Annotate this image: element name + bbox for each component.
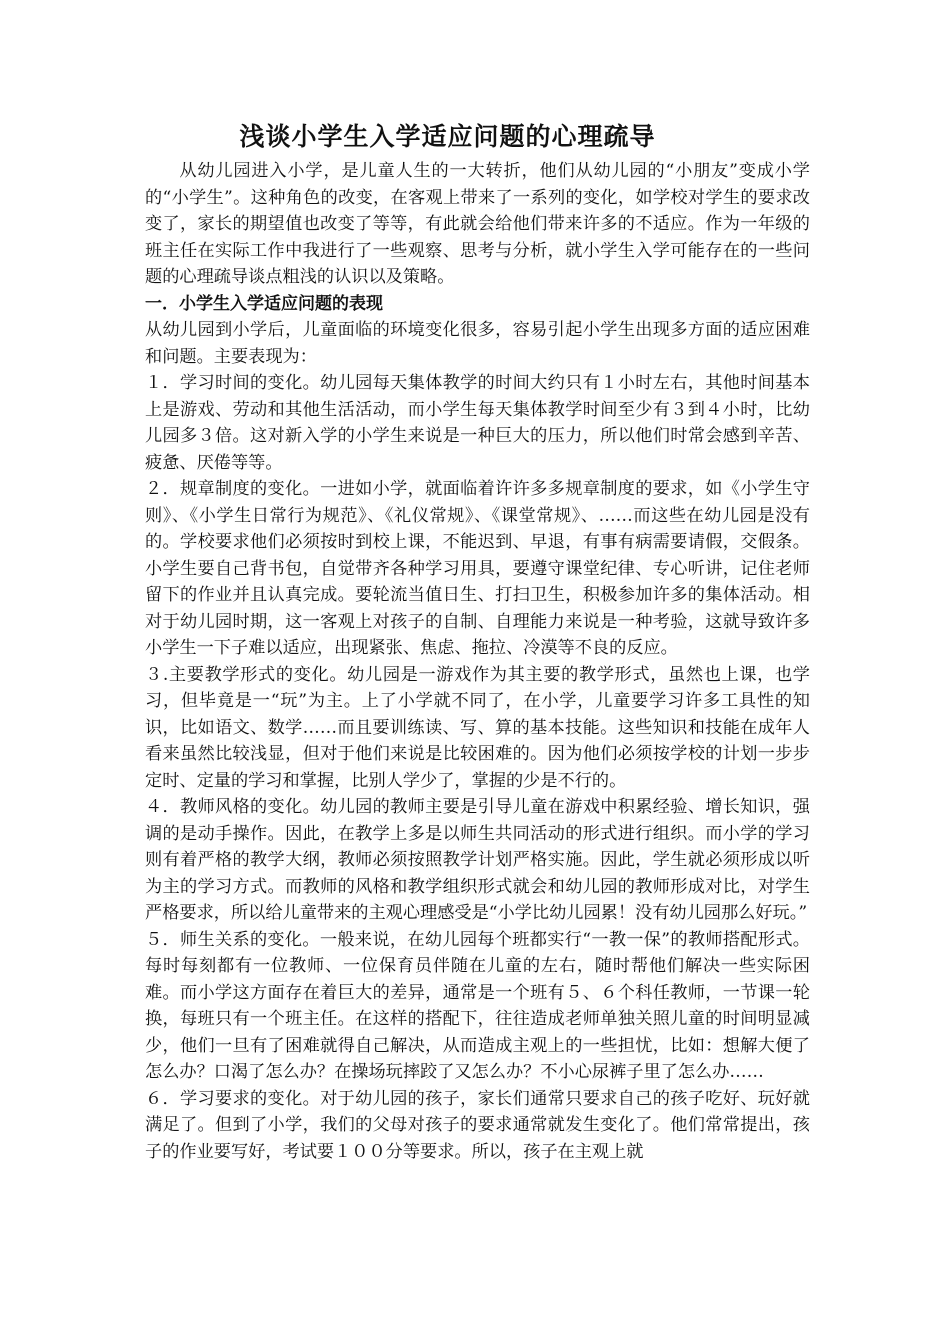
section-heading: 一．小学生入学适应问题的表现: [145, 293, 383, 314]
item-paragraph-3: ３.主要教学形式的变化。幼儿园是一游戏作为其主要的教学形式，虽然也上课，也学习，但毕竟是一“玩”为主。上了小学就不同了，在小学，儿童要学习许多工具性的知识，比如语文、数学……而且要训练读、写、算的基本技能。这些知识和技能在成年人看来虽然比较浅显，但对于他们来说是比较困难的。因为他们必须按学校的计划一步步定时、定量的学习和掌握，比别人学少了，掌握的少是不行的。: [145, 664, 810, 791]
section-intro-paragraph: 从幼儿园到小学后，儿童面临的环境变化很多，容易引起小学生出现多方面的适应困难和问题。主要表现为：: [145, 320, 810, 367]
item-paragraph-2: ２．规章制度的变化。一进如小学，就面临着许许多多规章制度的要求，如《小学生守则》、《小学生日常行为规范》、《礼仪常规》、《课堂常规》、……而这些在幼儿园是没有的。学校要求他们必须按时到校上课，不能迟到、早退，有事有病需要请假，交假条。小学生要自己背书包，自觉带齐各种学习用具，要遵守课堂纪律、专心听讲，记住老师留下的作业并且认真完成。要轮流当值日生、打扫卫生，积极参加许多的集体活动。相对于幼儿园时期，这一客观上对孩子的自制、自理能力来说是一种考验，这就导致许多小学生一下子难以适应，出现紧张、焦虑、拖拉、冷漠等不良的反应。: [145, 479, 810, 658]
document-title: 浅谈小学生入学适应问题的心理疏导: [239, 122, 656, 151]
document-page: [145, 120, 810, 1165]
item-paragraph-1: １．学习时间的变化。幼儿园每天集体教学的时间大约只有１小时左右，其他时间基本上是游戏、劳动和其他生活活动，而小学生每天集体教学时间至少有３到４小时，比幼儿园多３倍。这对新入学的小学生来说是一种巨大的压力，所以他们时常会感到辛苦、疲惫、厌倦等等。: [145, 373, 810, 473]
intro-paragraph: 从幼儿园进入小学，是儿童人生的一大转折，他们从幼儿园的“小朋友”变成小学的“小学生”。这种角色的改变，在客观上带来了一系列的变化，如学校对学生的要求改变了，家长的期望值也改变了等等，有此就会给他们带来许多的不适应。作为一年级的班主任在实际工作中我进行了一些观察、思考与分析，就小学生入学可能存在的一些问题的心理疏导谈点粗浅的认识以及策略。: [145, 161, 810, 287]
item-paragraph-5: ５．师生关系的变化。一般来说，在幼儿园每个班都实行“一教一保”的教师搭配形式。每时每刻都有一位教师、一位保育员伴随在儿童的左右，随时帮他们解决一些实际困难。而小学这方面存在着巨大的差异，通常是一个班有５、６个科任教师，一节课一轮换，每班只有一个班主任。在这样的搭配下，往往造成老师单独关照儿童的时间明显减少，他们一旦有了困难就得自己解决，从而造成主观上的一些担忧，比如：想解大便了怎么办？口渴了怎么办？在操场玩摔跤了又怎么办？不小心尿裤子里了怎么办……: [145, 929, 810, 1082]
item-paragraph-4: ４．教师风格的变化。幼儿园的教师主要是引导儿童在游戏中积累经验、增长知识，强调的是动手操作。因此，在教学上多是以师生共同活动的形式进行组织。而小学的学习则有着严格的教学大纲，教师必须按照教学计划严格实施。因此，学生就必须形成以听为主的学习方式。而教师的风格和教学组织形式就会和幼儿园的教师形成对比，对学生严格要求，所以给儿童带来的主观心理感受是“小学比幼儿园累！没有幼儿园那么好玩。”: [145, 797, 810, 923]
item-paragraph-6: ６．学习要求的变化。对于幼儿园的孩子，家长们通常只要求自己的孩子吃好、玩好就满足了。但到了小学，我们的父母对孩子的要求通常就发生变化了。他们常常提出，孩子的作业要写好，考试要１００分等要求。所以，孩子在主观上就: [145, 1088, 810, 1162]
